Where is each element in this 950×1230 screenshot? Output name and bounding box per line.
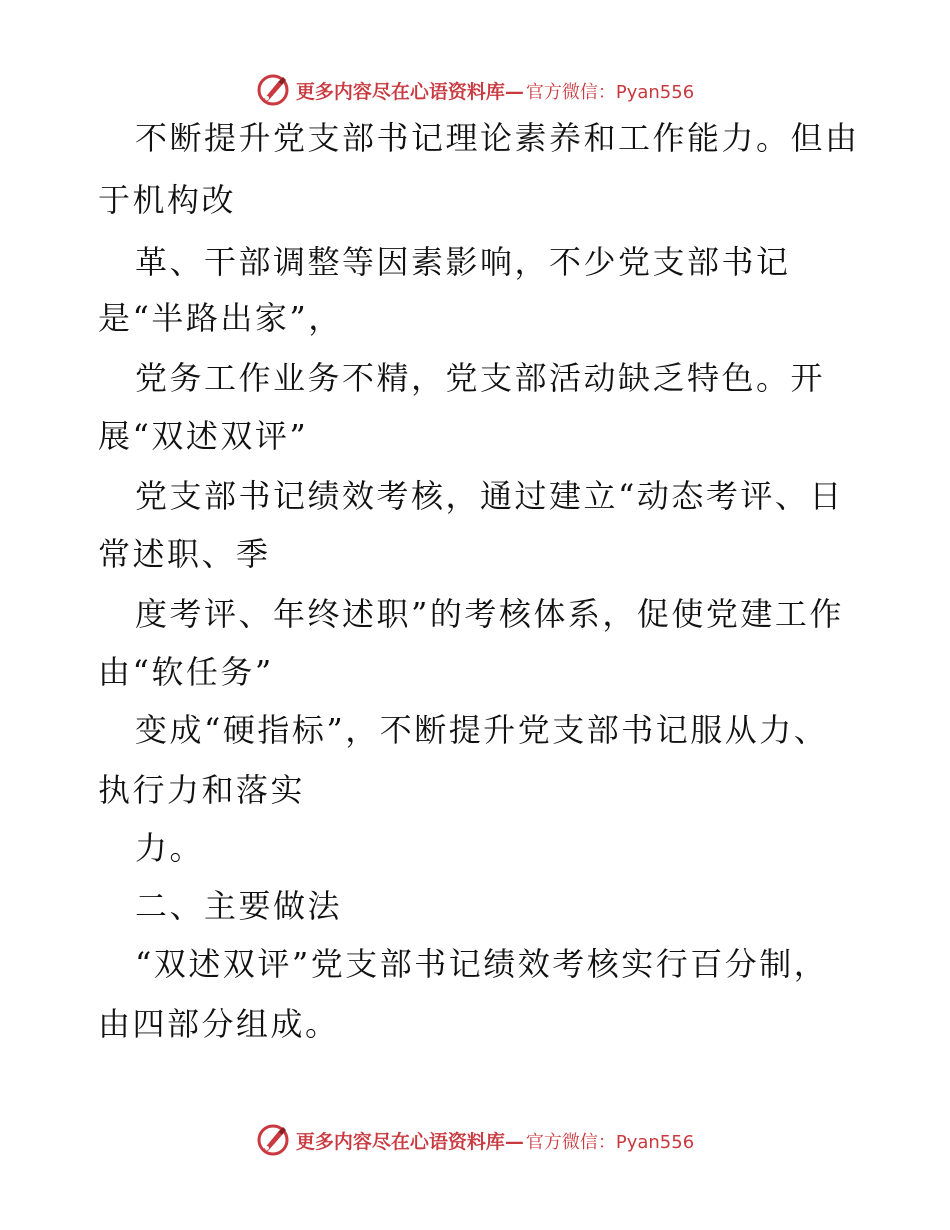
- body-line: 执行力和落实: [98, 771, 306, 809]
- body-line: 党务工作业务不精，党支部活动缺乏特色。开: [135, 359, 826, 397]
- header-banner-main-text: 更多内容尽在心语资料库: [295, 80, 505, 103]
- body-line: 由四部分组成。: [98, 1005, 340, 1043]
- body-line: 展“双述双评”: [98, 417, 309, 455]
- body-line: 常述职、季: [98, 535, 271, 573]
- header-banner-sub-text: 官方微信：Pyan556: [525, 81, 695, 103]
- header-watermark-banner: [0, 70, 950, 110]
- section-heading: 二、主要做法: [135, 887, 343, 925]
- body-line: 力。: [135, 829, 205, 867]
- body-line: 是“半路出家”，: [98, 299, 343, 337]
- footer-banner-main-text: 更多内容尽在心语资料库: [295, 1130, 505, 1153]
- body-line: 不断提升党支部书记理论素养和工作能力。但由: [135, 119, 860, 157]
- quill-pen-logo-icon: [256, 73, 290, 107]
- body-line: “双述双评”党支部书记绩效考核实行百分制，: [135, 945, 829, 983]
- body-line: 变成“硬指标”，不断提升党支部书记服从力、: [135, 711, 829, 749]
- footer-banner-sub-text: 官方微信：Pyan556: [525, 1131, 695, 1153]
- footer-banner-dash: —: [504, 1130, 524, 1153]
- body-line: 于机构改: [98, 181, 237, 219]
- body-line: 革、干部调整等因素影响，不少党支部书记: [135, 243, 791, 281]
- header-banner-dash: —: [504, 80, 524, 103]
- body-line: 度考评、年终述职”的考核体系，促使党建工作: [135, 595, 844, 633]
- quill-pen-logo-icon: [256, 1123, 290, 1157]
- footer-watermark-banner: [0, 1120, 950, 1160]
- body-line: 党支部书记绩效考核，通过建立“动态考评、日: [135, 477, 844, 515]
- body-line: 由“软任务”: [98, 653, 274, 691]
